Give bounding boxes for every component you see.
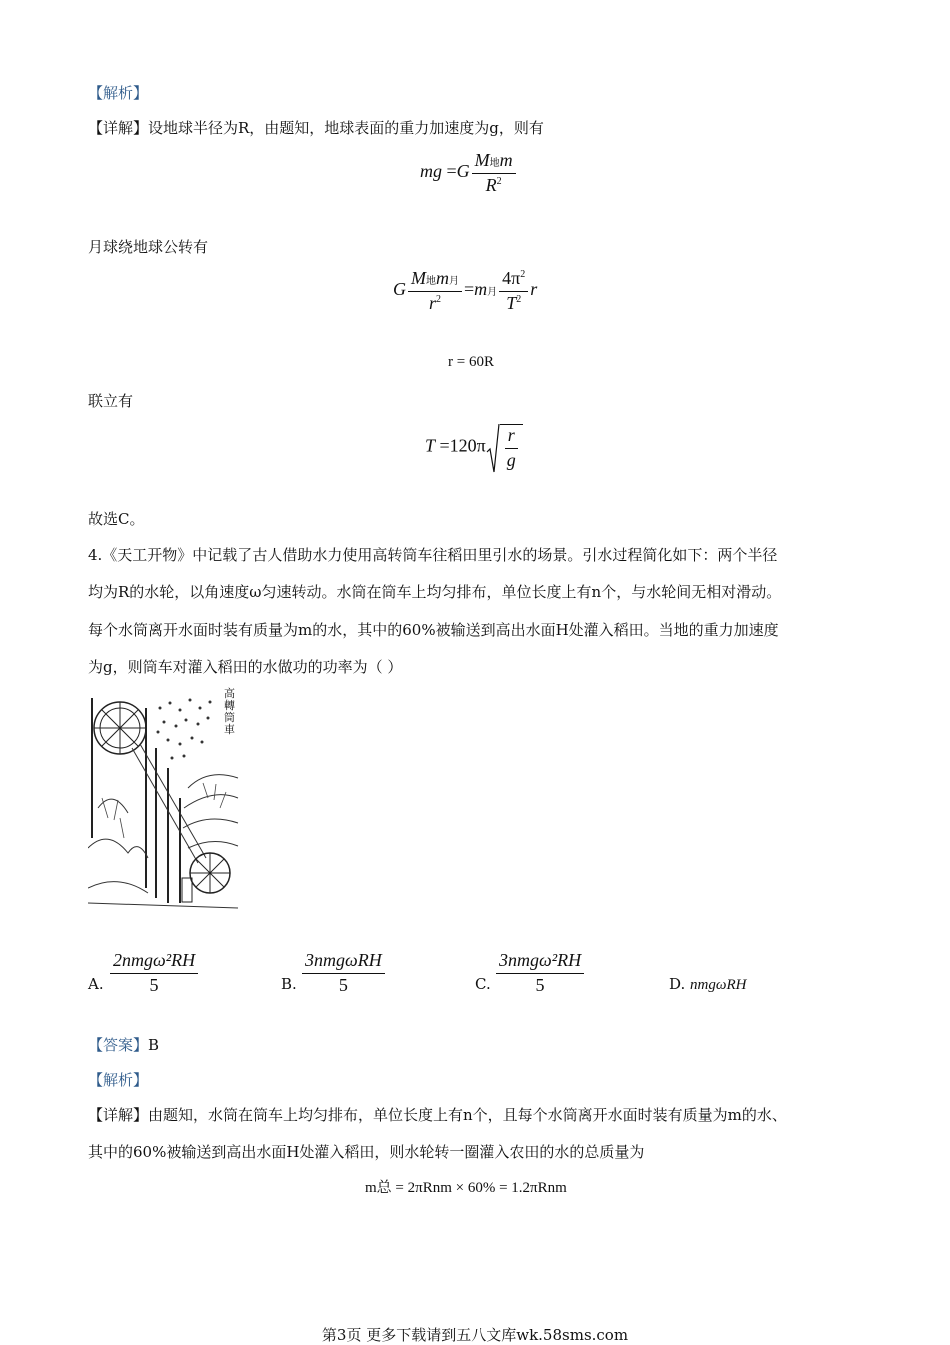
detail-line (88, 117, 544, 138)
detail-text: 设地球半径为R，由题知，地球表面的重力加速度为g，则有 (148, 119, 544, 137)
option-a-label: A. (88, 975, 104, 993)
option-a-numerator: 2nmgω²RH (110, 950, 198, 974)
q4-line-4: 为g，则筒车对灌入稻田的水做功的功率为（ ） (88, 658, 403, 676)
option-c-label: C. (475, 975, 491, 993)
q4-line-1: 4.《天工开物》中记载了古人借助水力使用高转筒车往稻田里引水的场景。引水过程简化如下：两个半径 (88, 546, 778, 564)
option-b-denominator: 5 (338, 974, 348, 995)
detail-line-2 (88, 1104, 787, 1125)
combine-text: 联立有 (88, 392, 134, 410)
answer-value: B (148, 1036, 160, 1054)
detail-label-2: 【详解】 (88, 1106, 149, 1124)
choose-c-text: 故选C。 (88, 510, 145, 528)
water-wheel-illustration (88, 688, 240, 918)
option-b-numerator: 3nmgωRH (302, 950, 385, 974)
option-c-numerator: 3nmgω²RH (496, 950, 584, 974)
option-a-denominator: 5 (149, 974, 159, 995)
analysis-tag: 【解析】 (88, 84, 149, 102)
image-caption: 高轉筒車 (224, 687, 235, 736)
answer-line (88, 1034, 159, 1055)
page-footer: 第3页 更多下载请到五八文库wk.58sms.com (321, 1326, 629, 1344)
option-c-denominator: 5 (535, 974, 545, 995)
option-b-label: B. (281, 975, 297, 993)
formula-gravity-surface: mg =G $\frac{\text{M地m}}{R^2}$ (420, 150, 518, 196)
analysis-tag-2: 【解析】 (88, 1071, 149, 1089)
q4-line-2: 均为R的水轮，以角速度ω匀速转动。水筒在筒车上均匀排布，单位长度上有n个，与水轮间无相对滑动。 (88, 583, 782, 601)
q4-line-3: 每个水筒离开水面时装有质量为m的水，其中的60%被输送到高出水面H处灌入稻田。当地的重力加速度 (88, 621, 779, 639)
moon-orbit-text: 月球绕地球公转有 (88, 238, 209, 256)
option-b-fraction (300, 950, 387, 996)
detail-label: 【详解】 (88, 119, 149, 137)
answer-tag: 【答案】 (88, 1036, 149, 1054)
option-d (669, 975, 746, 994)
option-d-text: nmgωRH (690, 977, 747, 993)
formula-total-mass: m总 = 2πRnm × 60% = 1.2πRnm (365, 1180, 567, 1196)
formula-period: T =120π $\frac{r}{g}$ (425, 424, 523, 471)
option-d-label: D. (669, 975, 686, 993)
option-a-fraction (108, 950, 200, 996)
detail-line-3: 其中的60%被输送到高出水面H处灌入稻田，则水轮转一圈灌入农田的水的总质量为 (88, 1143, 645, 1161)
formula-r: r = 60R (448, 354, 494, 370)
option-c-fraction (494, 950, 586, 996)
formula-moon-orbit: G $\frac{\text{M地m月}}{r^2}$ =m月 $\frac{4\pi^2}{T^2}$ r (393, 268, 538, 313)
detail-text-2: 由题知，水筒在筒车上均匀排布，单位长度上有n个，且每个水筒离开水面时装有质量为m的水、 (148, 1106, 787, 1124)
